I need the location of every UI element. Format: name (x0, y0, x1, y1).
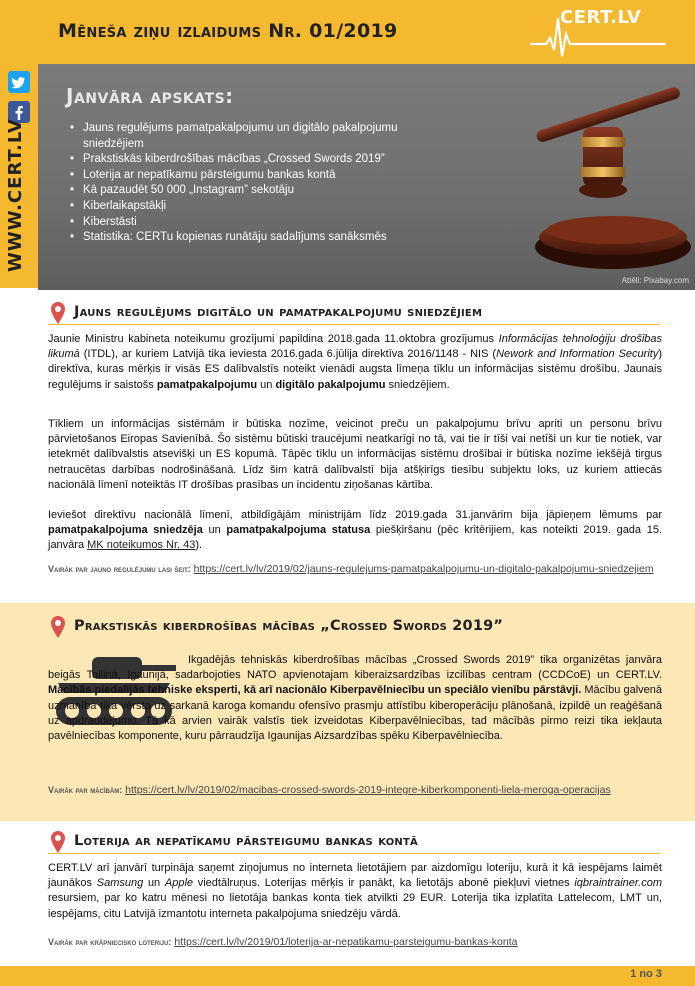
read-more-link[interactable]: https://cert.lv/lv/2019/02/jauns-regulejums-pamatpakalpojumu-un-digitalo-pakalpojumu-sniedzejiem (193, 563, 654, 575)
map-pin-icon (50, 616, 66, 638)
header-bar (0, 0, 695, 64)
paragraph: Ikgadējās tehniskās kiberdrošības mācības „Crossed Swords 2019” tika organizētas janvāra beigās Tallinā, Igaunijā, sadarbojoties NATO apvienotajam kiberaizsardzības izcilības centram (CCDCoE) un CERT.LV. Mācībās piedalījās tehniske eksperti, kā arī nacionālo Kiberpavēlniecību un speciālo vienību pārstāvji. Mācību galvenā uzmanība tika vērsta uz sarkanā karoga komandu ofensīvo prasmju attīstību kiberoperāciju plānošanā, izpildē un reaģēšanā uz apdraudējumu. Tā kā arvien vairāk valstīs tiek izveidotas Kiberpavēlniecības, tad mācībās pirmo reizi tika iekļauta pavēlniecības komponente, kuru pārraudzīja Igaunijas Aizsardzības spēku Kiberpavēlniecība. (48, 654, 662, 743)
read-more-label: Vairāk par krāpniecisko loteriju: (48, 937, 172, 947)
hero-heading: Janvāra apskats: (66, 84, 234, 108)
page-number: 1 no 3 (630, 968, 662, 980)
gavel-image (463, 82, 693, 277)
section-lottery (0, 821, 695, 966)
list-item[interactable]: • Kiberlaikapstākļi (70, 199, 430, 215)
hero-banner (38, 64, 695, 290)
list-item[interactable]: • Loterija ar nepatīkamu pārsteigumu bankas kontā (70, 168, 430, 184)
sidebar-corner (0, 30, 38, 64)
list-item[interactable]: • Kiberstāsti (70, 215, 430, 231)
list-item[interactable]: • Kā pazaudēt 50 000 „Instagram” sekotāju (70, 183, 430, 199)
read-more-label: Vairāk par jauno regulējumu lasi šeit: (48, 564, 191, 574)
mk-regulation-link[interactable]: MK noteikumos Nr. 43 (87, 539, 196, 552)
section-divider (48, 324, 660, 325)
twitter-icon[interactable] (8, 71, 30, 93)
read-more (48, 935, 662, 950)
read-more-label: Vairāk par mācībām: (48, 785, 123, 795)
map-pin-icon (50, 831, 66, 853)
list-item[interactable]: • Statistika: CERTu kopienas runātāju sadalījums sanāksmēs (70, 230, 430, 246)
list-item[interactable]: • Jauns regulējums pamatpakalpojumu un digitālo pakalpojumu sniedzējiem (70, 121, 430, 152)
read-more (48, 562, 662, 577)
map-pin-icon (50, 302, 66, 324)
paragraph: Jaunie Ministru kabineta noteikumu grozījumi papildina 2018.gada 11.oktobra grozījumus Informācijas tehnoloģiju drošības likumā (ITDL), ar kuriem Latvijā tika ieviesta 2016.gada 6.jūlija direktīva 2016/1148 - NIS (Nework and Information Security) direktīva, kuras mērķis ir visās ES dalībvalstīs noteikt vienādi augsta līmeņa tīklu un informācijas sistēmu drošību. Jaunais regulējums ir saistošs pamatpakalpojumu un digitālo pakalpojumu sniedzējiem. (48, 333, 663, 391)
section-divider (48, 853, 660, 854)
paragraph: Tīkliem un informācijas sistēmām ir būtiska nozīme, veicinot preču un pakalpojumu brīvu apriti un personu brīvu pārvietošanos Eiropas Savienībā. Šo sistēmu būtiski traucējumi neatkarīgi no tā, vai tie ir tīši vai netīši un kur tie notiek, var ietekmēt dalībvalstis atsevišķi un ES kopumā. Tāpēc tīklu un informācijas sistēmu drošībai ir būtiska nozīme iekšējā tirgus netraucētas darbības nodrošināšanā. Līdz šim katrā dalībvalstī bija atšķirīgs tiesību subjektu loks, uz kuriem attiecās nacionālā līmenī noteiktās IT drošības prasības un incidentu ziņošanas kārtība. (48, 418, 662, 491)
footer-bar (0, 966, 695, 986)
contents-list (70, 121, 430, 246)
list-item[interactable]: • Prakstiskās kiberdrošības mācības „Crossed Swords 2019” (70, 152, 430, 168)
logo-text: CERT.LV (560, 7, 642, 28)
section-title: Jauns regulējums digitālo un pamatpakalpojumu sniedzējiem (74, 304, 483, 320)
section-crossed-swords (0, 603, 695, 821)
image-credit: Attēli: Pixabay.com (621, 276, 689, 285)
read-more-link[interactable]: https://cert.lv/lv/2019/01/loterija-ar-nepatikamu-parsteigumu-bankas-konta (174, 936, 518, 948)
section-new-regulation (0, 290, 695, 603)
paragraph: CERT.LV arī janvārī turpināja saņemt ziņojumus no interneta lietotājiem par aizdomīgu loteriju, kurā it kā iespējams laimēt jaunākos Samsung un Apple viedtālruņus. Loterijas mērķis ir panākt, ka lietotājs abonē piekļuvi vietnes iqbraintrainer.com resursiem, par ko katru mēnesi no lietotāja bankas konta tiek atvilkti 29 EUR. Loterija tika izplatīta Lattelecom, LMT un, iespējams, citu Latvijā izmantotu interneta pakalpojuma sniedzēju vārdā. (48, 862, 662, 920)
newsletter-title: Mēneša ziņu izlaidums Nr. 01/2019 (58, 20, 398, 42)
paragraph: Ieviešot direktīvu nacionālā līmenī, atbildīgājām ministrijām līdz 2019.gada 31.janvārim bija jāpieņem lēmums par pamatpakalpojuma sniedzēja un pamatpakalpojuma statusa piešķiršanu (pēc kritērijiem, kas noteikti 2019. gada 15. janvāra MK noteikumos Nr. 43). (48, 509, 663, 552)
website-url-vertical: WWW.CERT.LV (5, 118, 26, 272)
read-more-link[interactable]: https://cert.lv/lv/2019/02/macibas-crossed-swords-2019-integre-kiberkomponenti-liela-meroga-operacijas (125, 784, 611, 796)
section-title: Loterija ar nepatīkamu pārsteigumu bankas kontā (74, 833, 418, 849)
section-title: Prakstiskās kiberdrošības mācības „Crossed Swords 2019” (74, 618, 504, 634)
read-more (48, 783, 662, 798)
